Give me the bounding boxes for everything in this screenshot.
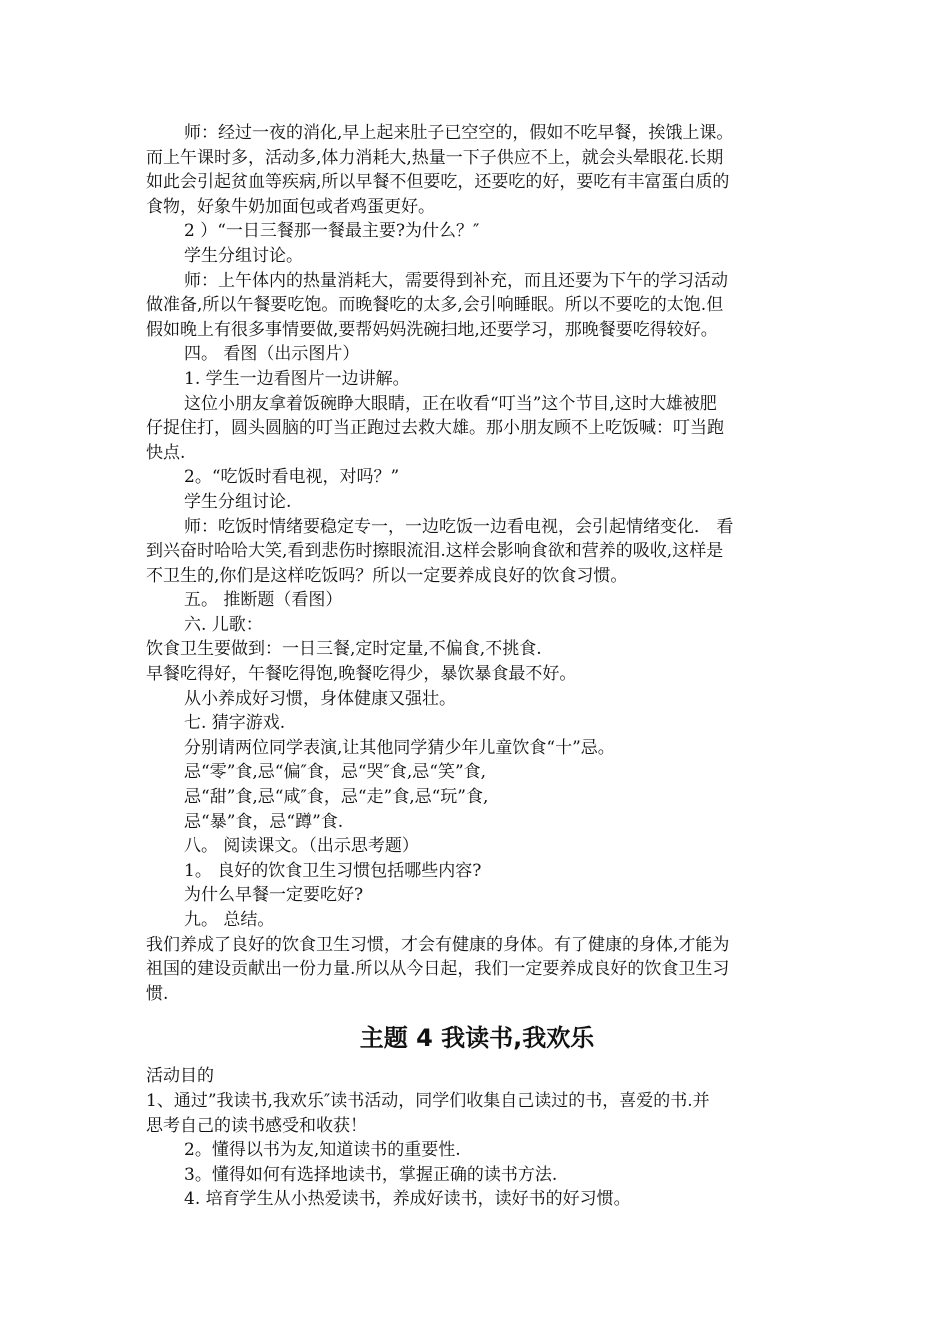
paragraph: [146, 490, 808, 515]
text-line: 师：经过一夜的消化,早上起来肚子已空空的，假如不吃早餐，挨饿上课。: [184, 123, 734, 143]
paragraph: [146, 392, 808, 466]
paragraph: [146, 269, 808, 343]
text-line: 师：上午体内的热量消耗大，需要得到补充，而且还要为下午的学习活动: [184, 270, 728, 291]
text-line: 2。“吃饭时看电视，对吗？”: [184, 467, 400, 488]
text-line: 快点.: [146, 442, 186, 463]
paragraph: [146, 1064, 808, 1089]
text-line: 不卫生的,你们是这样吃饭吗？所以一定要养成良好的饮食习惯。: [146, 565, 628, 586]
text-line: 仔捉住打，圆头圆脑的叮当正跑过去救大雄。那小朋友顾不上吃饭喊：叮当跑: [146, 418, 724, 439]
paragraph: [146, 785, 808, 810]
section-title: 主题 4 我读书,我欢乐: [359, 1024, 595, 1053]
text-line: 祖国的建设贡献出一份力量.所以从今日起，我们一定要养成良好的饮食卫生习: [146, 959, 730, 980]
text-line: 四。 看图（出示图片）: [184, 344, 360, 365]
paragraph: [146, 1089, 808, 1138]
paragraph: [146, 219, 808, 244]
text-line: 师：吃饭时情绪要稳定专一，一边吃饭一边看电视，会引起情绪变化． 看: [184, 516, 734, 537]
paragraph: [146, 465, 808, 490]
text-line: 到兴奋时哈哈大笑,看到悲伤时擦眼流泪.这样会影响食欲和营养的吸收,这样是: [146, 541, 724, 562]
text-line: 九。 总结。: [184, 910, 275, 930]
paragraph: [146, 711, 808, 736]
text-line: 从小养成好习惯，身体健康又强壮。: [184, 688, 456, 709]
text-line: 为什么早餐一定要吃好?: [184, 885, 364, 906]
text-line: 忌“甜”食,忌“咸″食，忌“走”食,忌“玩”食,: [184, 787, 489, 808]
text-line: 如此会引起贫血等疾病,所以早餐不但要吃，还要吃的好，要吃有丰富蛋白质的: [146, 172, 730, 193]
text-line: 学生分组讨论.: [184, 491, 292, 512]
paragraph: [146, 1138, 808, 1163]
paragraph: [146, 810, 808, 835]
text-line: 惯.: [146, 983, 169, 1004]
text-line: 3。懂得如何有选择地读书，掌握正确的读书方法.: [184, 1164, 558, 1185]
paragraph: [146, 588, 808, 613]
text-line: 做准备,所以午餐要吃饱。而晚餐吃的太多,会引响睡眠。所以不要吃的太饱.但: [146, 295, 724, 316]
text-line: 忌“零”食,忌“偏″食，忌“哭″食,忌“笑”食,: [184, 762, 487, 783]
paragraph: [146, 1163, 808, 1188]
section-body: [146, 1064, 808, 1212]
paragraph: [146, 834, 808, 859]
text-line: 而上午课时多，活动多,体力消耗大,热量一下子供应不上，就会头晕眼花.长期: [146, 147, 724, 168]
text-line: 六. 儿歌：: [184, 614, 263, 635]
text-line: 思考自己的读书感受和收获！: [146, 1115, 367, 1136]
text-line: 活动目的: [146, 1066, 214, 1087]
paragraph: [146, 908, 808, 933]
document-page: [146, 121, 808, 1212]
paragraph: [146, 244, 808, 269]
paragraph: [146, 859, 808, 884]
paragraph: [146, 367, 808, 392]
paragraph: [146, 515, 808, 589]
text-line: 假如晚上有很多事情要做,要帮妈妈洗碗扫地,还要学习，那晚餐要吃得较好。: [146, 319, 718, 340]
paragraph: [146, 687, 808, 712]
text-line: 食物，好象牛奶加面包或者鸡蛋更好。: [146, 196, 435, 217]
text-line: 饮食卫生要做到：一日三餐,定时定量,不偏食,不挑食.: [146, 639, 542, 660]
paragraph: [146, 1187, 808, 1212]
text-line: 2。懂得以书为友,知道读书的重要性.: [184, 1140, 461, 1161]
paragraph: [146, 736, 808, 761]
paragraph: [146, 933, 808, 1007]
lesson-body: [146, 121, 808, 1006]
paragraph: [146, 760, 808, 785]
text-line: 七. 猜字游戏.: [184, 713, 286, 734]
text-line: 忌“暴”食，忌“蹲”食.: [184, 811, 344, 832]
text-line: 2 ）“一日三餐那一餐最主要?为什么？″: [184, 221, 480, 242]
text-line: 八。 阅读课文。（出示思考题）: [184, 836, 419, 857]
paragraph: [146, 121, 808, 219]
text-line: 早餐吃得好，午餐吃得饱,晚餐吃得少，暴饮暴食最不好。: [146, 664, 577, 685]
paragraph: [146, 883, 808, 908]
text-line: 这位小朋友拿着饭碗睁大眼睛，正在收看“叮当”这个节目,这时大雄被肥: [184, 393, 717, 414]
paragraph: [146, 342, 808, 367]
paragraph: [146, 662, 808, 687]
text-line: 五。 推断题（看图）: [184, 590, 343, 611]
text-line: 学生分组讨论。: [184, 245, 303, 266]
paragraph: [146, 613, 808, 638]
text-line: 4. 培育学生从小热爱读书，养成好读书，读好书的好习惯。: [184, 1189, 631, 1210]
paragraph: [146, 637, 808, 662]
text-line: 1。 良好的饮食卫生习惯包括哪些内容?: [184, 860, 482, 881]
text-line: 分别请两位同学表演,让其他同学猜少年儿童饮食“十”忌。: [184, 737, 615, 758]
text-line: 我们养成了良好的饮食卫生习惯，才会有健康的身体。有了健康的身体,才能为: [146, 934, 730, 955]
text-line: 1、通过”我读书,我欢乐″读书活动，同学们收集自己读过的书，喜爱的书.并: [146, 1090, 710, 1111]
text-line: 1. 学生一边看图片一边讲解。: [184, 368, 410, 389]
